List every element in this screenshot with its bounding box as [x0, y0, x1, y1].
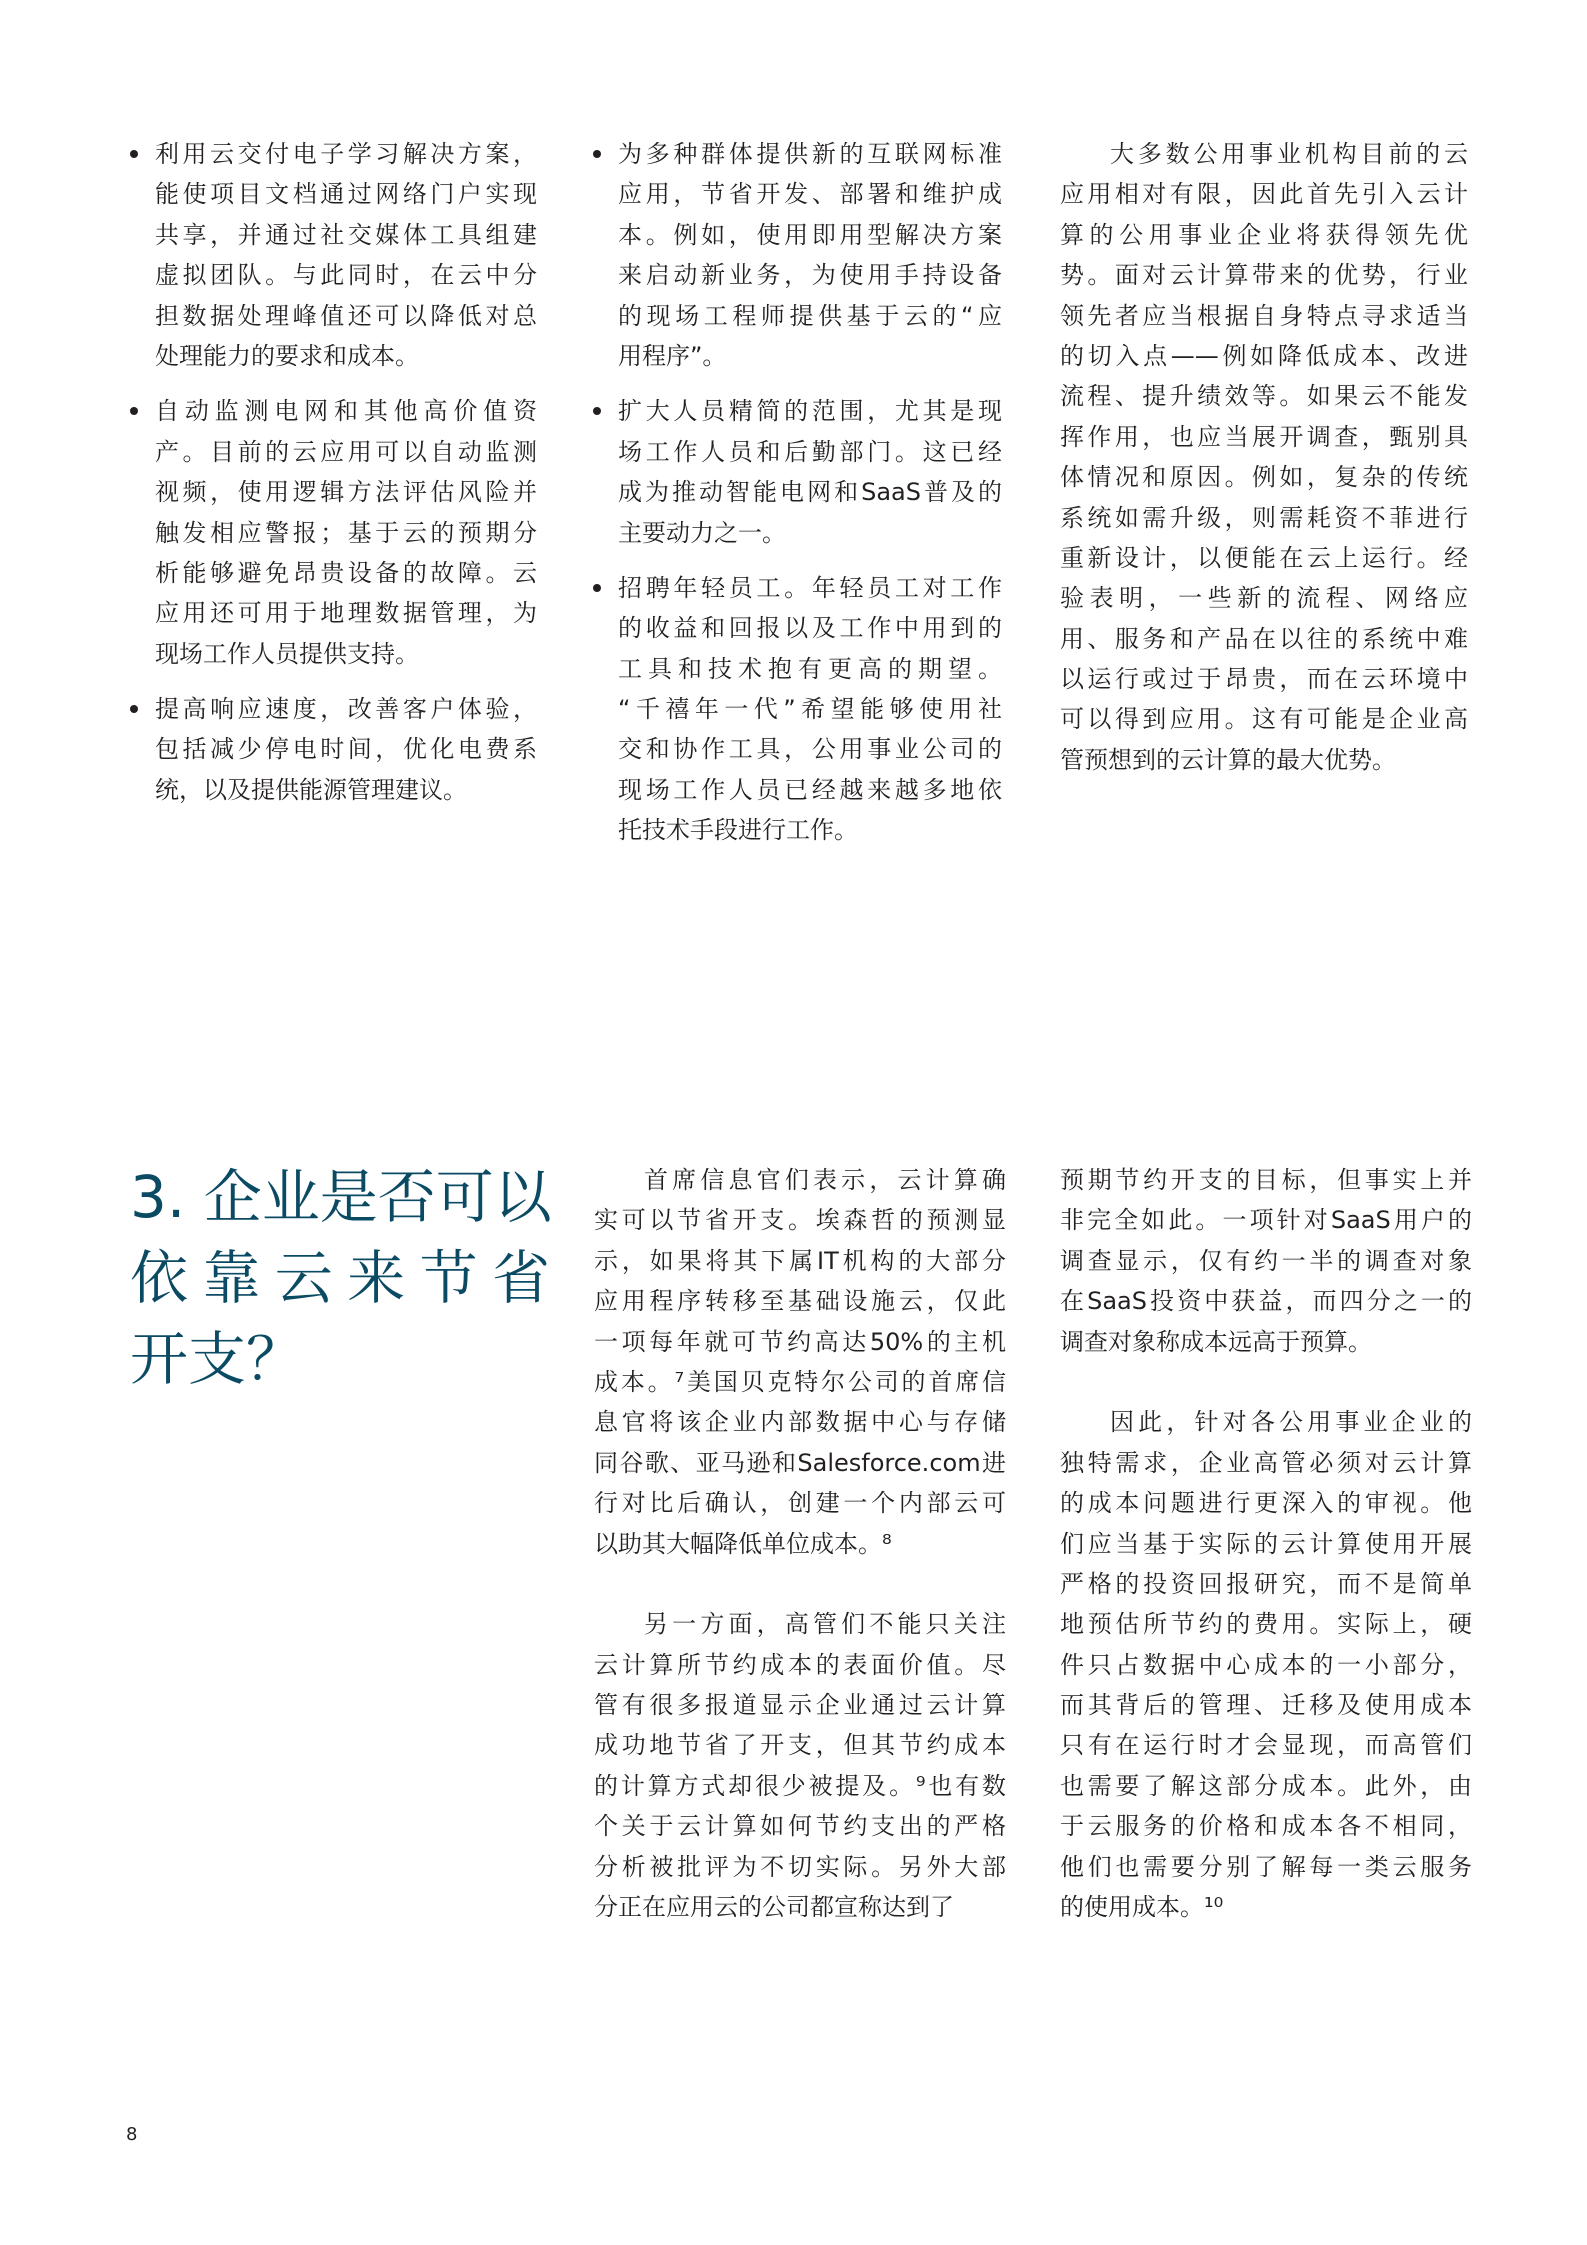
text-line: 成功地节省了开支，但其节约成本 [594, 1731, 1006, 1760]
text-line: 同谷歌、亚马逊和Salesforce.com进 [594, 1448, 1006, 1477]
text-line: 的计算方式却很少被提及。⁹也有数 [594, 1771, 1006, 1800]
text-line: 在SaaS投资中获益，而四分之一的 [1060, 1287, 1472, 1316]
text-line: 他们也需要分别了解每一类云服务 [1060, 1852, 1472, 1881]
text-line: 成本。⁷美国贝克特尔公司的首席信 [594, 1367, 1006, 1396]
text-line: 算的公用事业企业将获得领先优 [1060, 220, 1468, 249]
text-line: 调查显示，仅有约一半的调查对象 [1060, 1246, 1472, 1275]
text-line: 重新设计，以便能在云上运行。经 [1060, 543, 1468, 572]
text-line: 交和协作工具，公用事业公司的 [618, 735, 1002, 764]
text-line: 于云服务的价格和成本各不相同， [1060, 1812, 1472, 1841]
text-line: 云计算所节约成本的表面价值。尽 [594, 1650, 1006, 1679]
bullet-list-column-1 [130, 134, 537, 825]
text-line: 虚拟团队。与此同时，在云中分 [155, 261, 537, 290]
text-line: 行对比后确认，创建一个内部云可 [594, 1489, 1006, 1518]
text-line: 提高响应速度，改善客户体验， [155, 695, 537, 724]
text-line: 件只占数据中心成本的一小部分， [1060, 1650, 1472, 1679]
text-line: 产。目前的云应用可以自动监测 [155, 437, 537, 466]
text-line: 现场工作人员已经越来越多地依 [618, 775, 1002, 804]
bullet-item [130, 391, 537, 674]
text-line: 的现场工程师提供基于云的“应 [618, 301, 1002, 330]
text-line: 以运行或过于昂贵，而在云环境中 [1060, 665, 1468, 694]
text-line: 本。例如，使用即用型解决方案 [618, 220, 1002, 249]
text-line: 非完全如此。一项针对SaaS用户的 [1060, 1206, 1472, 1235]
page-number: 8 [126, 2124, 138, 2145]
bullet-item [593, 391, 1002, 553]
bullet-icon [593, 150, 601, 158]
text-line: 共享，并通过社交媒体工具组建 [155, 220, 537, 249]
text-line: 应用程序转移至基础设施云，仅此 [594, 1287, 1006, 1316]
text-line: 来启动新业务，为使用手持设备 [618, 261, 1002, 290]
bullet-item [593, 134, 1002, 376]
text-line: 示，如果将其下属IT机构的大部分 [594, 1246, 1006, 1275]
text-line: 大多数公用事业机构目前的云 [1110, 140, 1468, 168]
paragraph [594, 1160, 1006, 1564]
bullet-item [593, 568, 1002, 851]
text-line: 应用相对有限，因此首先引入云计 [1060, 180, 1468, 209]
text-line: 分正在应用云的公司都宣称达到了 [594, 1893, 954, 1922]
text-line: 的使用成本。¹⁰ [1060, 1893, 1224, 1922]
heading-line: 3. 企业是否可以 [130, 1163, 552, 1231]
bullet-icon [130, 150, 138, 158]
text-line: 的收益和回报以及工作中用到的 [618, 614, 1002, 643]
text-line: 招聘年轻员工。年轻员工对工作 [618, 573, 1002, 602]
text-line: 析能够避免昂贵设备的故障。云 [155, 558, 537, 587]
text-line: 扩大人员精简的范围，尤其是现 [618, 397, 1002, 426]
heading-line: 开支？ [130, 1325, 305, 1393]
text-line: 们应当基于实际的云计算使用开展 [1060, 1529, 1472, 1558]
paragraph [1060, 1160, 1472, 1362]
text-line: 利用云交付电子学习解决方案， [155, 140, 537, 168]
section-text-column-2 [594, 1160, 1006, 1968]
text-line: 统，以及提供能源管理建议。 [155, 775, 467, 804]
bullet-item [130, 689, 537, 810]
text-line: 流程、提升绩效等。如果云不能发 [1060, 382, 1468, 411]
text-line: “千禧年一代”希望能够使用社 [618, 695, 1002, 724]
text-line: 的切入点——例如降低成本、改进 [1060, 341, 1468, 370]
text-line: 首席信息官们表示，云计算确 [644, 1166, 1006, 1194]
text-line: 体情况和原因。例如，复杂的传统 [1060, 463, 1468, 492]
bullet-icon [130, 705, 138, 713]
text-line: 调查对象称成本远高于预算。 [1060, 1327, 1372, 1356]
text-line: 视频，使用逻辑方法评估风险并 [155, 478, 537, 507]
text-line: 分析被批评为不切实际。另外大部 [594, 1852, 1006, 1881]
text-line: 只有在运行时才会显现，而高管们 [1060, 1731, 1472, 1760]
text-line: 独特需求，企业高管必须对云计算 [1060, 1448, 1472, 1477]
text-line: 自动监测电网和其他高价值资 [155, 397, 537, 426]
text-line: 管有很多报道显示企业通过云计算 [594, 1691, 1006, 1720]
text-line: 实可以节省开支。埃森哲的预测显 [594, 1206, 1006, 1235]
text-line: 息官将该企业内部数据中心与存储 [594, 1408, 1006, 1437]
paragraph [594, 1604, 1006, 1927]
text-line: 地预估所节约的费用。实际上，硬 [1060, 1610, 1472, 1639]
paragraph [1060, 1402, 1472, 1927]
text-line: 应用还可用于地理数据管理，为 [155, 599, 537, 628]
heading-line: 依靠云来节省 [130, 1244, 550, 1312]
text-line: 场工作人员和后勤部门。这已经 [618, 437, 1002, 466]
text-line: 预期节约开支的目标，但事实上并 [1060, 1166, 1472, 1194]
text-line: 现场工作人员提供支持。 [155, 639, 419, 668]
bullet-icon [593, 584, 601, 592]
text-line: 另一方面，高管们不能只关注 [644, 1610, 1006, 1639]
text-line: 成为推动智能电网和SaaS普及的 [618, 478, 1002, 507]
text-line: 挥作用，也应当展开调查，甄别具 [1060, 422, 1468, 451]
text-line: 验表明，一些新的流程、网络应 [1060, 584, 1468, 613]
text-line: 可以得到应用。这有可能是企业高 [1060, 705, 1468, 734]
text-line: 管预想到的云计算的最大优势。 [1060, 745, 1396, 774]
bullet-icon [130, 407, 138, 415]
text-line: 以助其大幅降低单位成本。⁸ [594, 1529, 892, 1558]
paragraph [1060, 134, 1468, 780]
text-line: 严格的投资回报研究，而不是简单 [1060, 1569, 1472, 1598]
section-heading [130, 1157, 550, 1400]
text-line: 用程序”。 [618, 341, 727, 370]
text-line: 个关于云计算如何节约支出的严格 [594, 1812, 1006, 1841]
text-line: 触发相应警报；基于云的预期分 [155, 518, 537, 547]
text-line: 应用，节省开发、部署和维护成 [618, 180, 1002, 209]
section-text-column-3 [1060, 1160, 1472, 1968]
text-line: 也需要了解这部分成本。此外，由 [1060, 1771, 1472, 1800]
bullet-icon [593, 407, 601, 415]
text-line: 的成本问题进行更深入的审视。他 [1060, 1489, 1472, 1518]
text-line: 托技术手段进行工作。 [618, 816, 858, 845]
text-line: 用、服务和产品在以往的系统中难 [1060, 624, 1468, 653]
text-line: 因此，针对各公用事业企业的 [1110, 1408, 1472, 1437]
text-line: 势。面对云计算带来的优势，行业 [1060, 261, 1468, 290]
text-line: 系统如需升级，则需耗资不菲进行 [1060, 503, 1468, 532]
text-line: 工具和技术抱有更高的期望。 [618, 654, 1002, 683]
text-line: 能使项目文档通过网络门户实现 [155, 180, 537, 209]
text-line: 为多种群体提供新的互联网标准 [618, 140, 1002, 168]
bullet-item [130, 134, 537, 376]
bullet-list-column-2 [593, 134, 1002, 866]
text-column-3 [1060, 134, 1468, 821]
text-line: 领先者应当根据自身特点寻求适当 [1060, 301, 1468, 330]
text-line: 一项每年就可节约高达50%的主机 [594, 1327, 1006, 1356]
text-line: 处理能力的要求和成本。 [155, 341, 419, 370]
text-line: 主要动力之一。 [618, 518, 786, 547]
text-line: 包括减少停电时间，优化电费系 [155, 735, 537, 764]
text-line: 而其背后的管理、迁移及使用成本 [1060, 1691, 1472, 1720]
text-line: 担数据处理峰值还可以降低对总 [155, 301, 537, 330]
